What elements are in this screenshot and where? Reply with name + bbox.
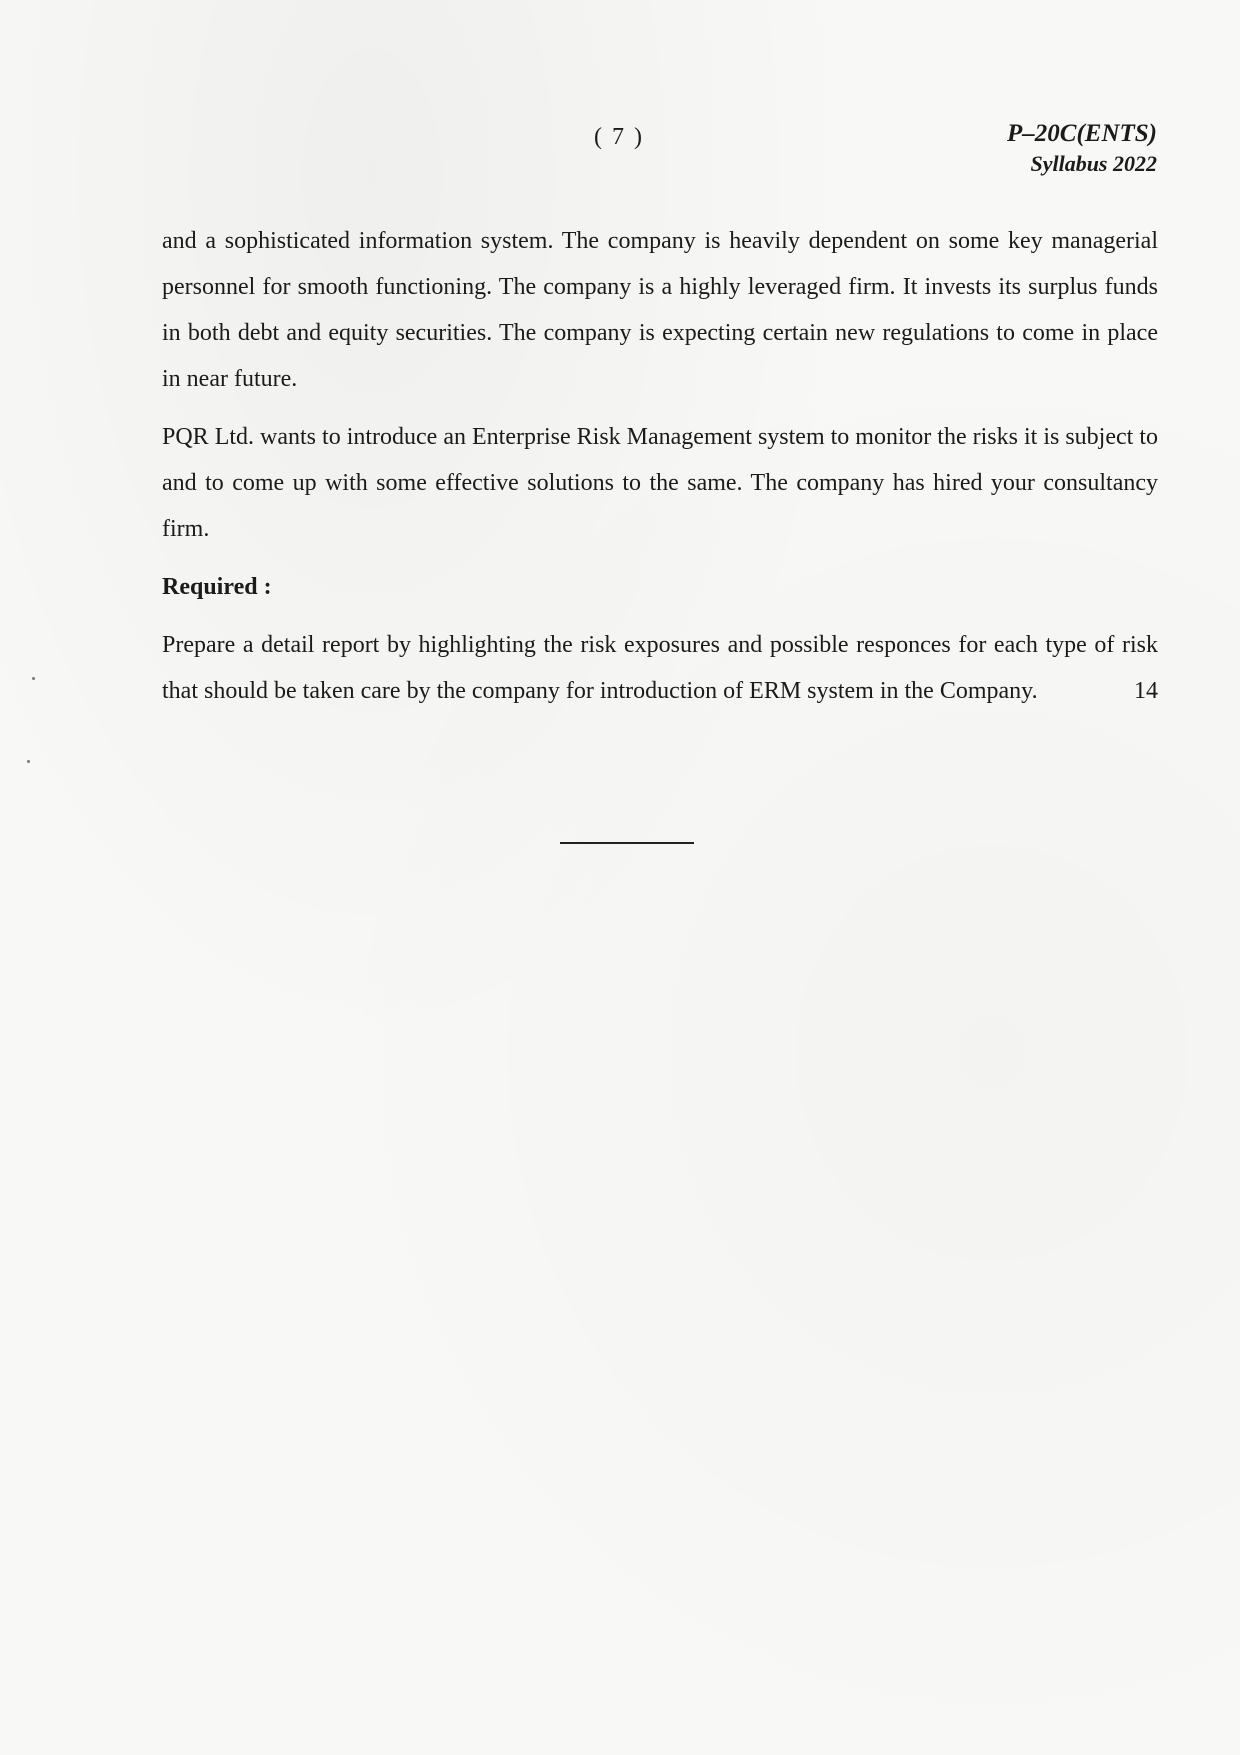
scan-speck [32, 677, 35, 680]
end-of-question-rule [560, 842, 694, 844]
scan-speck [27, 760, 30, 763]
marks-value: 14 [1134, 678, 1158, 704]
question-body [162, 218, 1158, 714]
required-heading: Required : [162, 574, 272, 600]
paragraph-erm-intent: PQR Ltd. wants to introduce an Enterprise Risk Management system to monitor the risks it is subject to and to come up with some effective solutions to the same. The company has hired your consultancy firm. [162, 424, 1158, 542]
syllabus-label: Syllabus 2022 [1030, 151, 1157, 176]
required-section [162, 622, 1158, 714]
paper-code: P–20C(ENTS) [1007, 120, 1157, 147]
paragraph-company-profile: and a sophisticated information system. The company is heavily dependent on some key managerial personnel for smooth functioning. The company is a highly leveraged firm. It invests its surplus funds in both debt and equity securities. The company is expecting certain new regulations to come in place in near future. [162, 228, 1158, 392]
required-text: Prepare a detail report by highlighting the risk exposures and possible responces for each type of risk that should be taken care by the company for introduction of ERM system in the Company. [162, 632, 1158, 704]
page-number: ( 7 ) [594, 124, 644, 150]
paper-code-block [1007, 118, 1157, 178]
